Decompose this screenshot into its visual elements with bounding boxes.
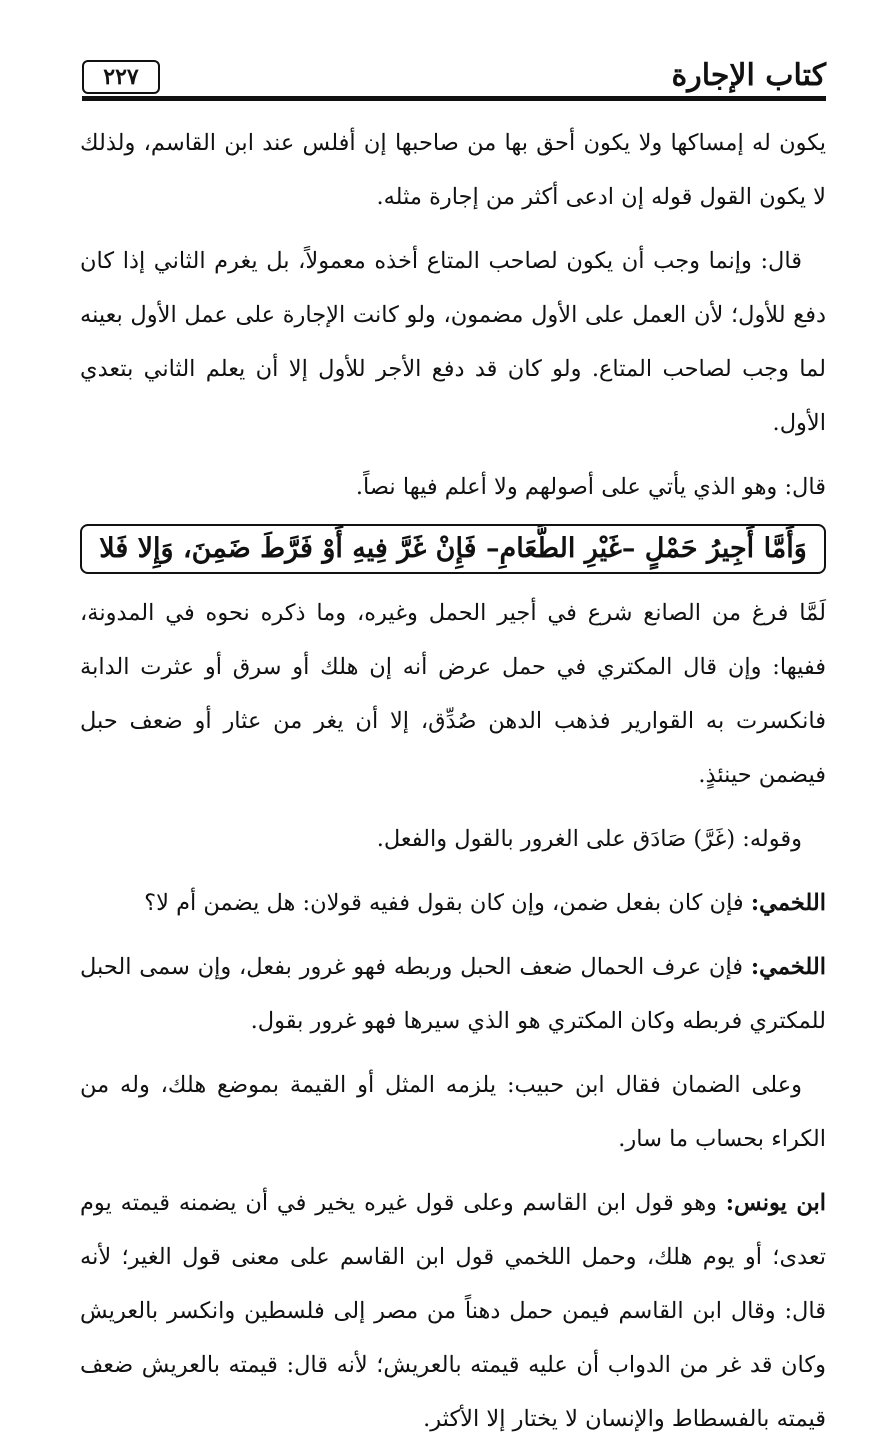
paragraph-text: وعلى الضمان فقال ابن حبيب: يلزمه المثل أو القيمة بموضع هلك، وله من الكراء بحساب ما سار.: [80, 1072, 826, 1152]
commentary-paragraph-4: [80, 940, 826, 1048]
commentary-paragraph-1: [80, 586, 826, 802]
page-number: ٢٢٧: [82, 60, 160, 94]
paragraph-text: وقوله: (غَرَّ) صَادَق على الغرور بالقول والفعل.: [376, 826, 802, 852]
commentary-paragraph-6: [80, 1176, 826, 1446]
commentary-paragraph-2: [80, 812, 826, 866]
page-header: [82, 54, 826, 104]
paragraph-text: قال: وهو الذي يأتي على أصولهم ولا أعلم فيها نصاً.: [355, 474, 826, 500]
paragraph-2: [80, 234, 826, 450]
header-rule: [82, 96, 826, 101]
commentary-paragraph-5: [80, 1058, 826, 1166]
page-body: [80, 116, 826, 1456]
paragraph-text: قال: وإنما وجب أن يكون لصاحب المتاع أخذه معمولاً، بل يغرم الثاني إذا كان دفع للأول؛ لأن العمل على الأول مضمون، ولو كانت الإجارة على عمل الأول بعينه لما وجب لصاحب المتاع. ولو كان قد دفع الأجر للأول إلا أن يعلم الثاني بتعدي الأول.: [80, 248, 826, 436]
paragraph-text: فإن كان بفعل ضمن، وإن كان بقول ففيه قولان: هل يضمن أم لا؟: [144, 890, 744, 916]
speaker-name: اللخمي:: [750, 954, 826, 980]
paragraph-text: يكون له إمساكها ولا يكون أحق بها من صاحبها إن أفلس عند ابن القاسم، ولذلك لا يكون القول قوله إن ادعى أكثر من إجارة مثله.: [80, 130, 826, 210]
paragraph-text: وهو قول ابن القاسم وعلى قول غيره يخير في أن يضمنه قيمته يوم تعدى؛ أو يوم هلك، وحمل اللخمي قول ابن القاسم على معنى قول الغير؛ لأنه قال: وقال ابن القاسم فيمن حمل دهناً من مصر إلى فلسطين وانكسر بالعريش وكان قد غر من الدواب أن عليه قيمته بالعريش؛ لأنه قال: قيمته بالعريش ضعف قيمته بالفسطاط والإنسان لا يختار إلا الأكثر.: [80, 1190, 826, 1432]
commentary-paragraph-3: [80, 876, 826, 930]
speaker-name: اللخمي:: [750, 890, 826, 916]
matn-text: وَأَمَّا أَجِيرُ حَمْلٍ –غَيْرِ الطَّعَامِ– فَإِنْ غَرَّ فِيهِ أَوْ فَرَّطَ ضَمِنَ، وَإِلا فَلا: [99, 533, 807, 564]
running-title: كتاب الإجارة: [671, 58, 826, 93]
speaker-name: ابن يونس:: [725, 1190, 827, 1216]
matn-box: [80, 524, 826, 574]
paragraph-1: [80, 116, 826, 224]
paragraph-3: [80, 460, 826, 514]
paragraph-text: فإن عرف الحمال ضعف الحبل وربطه فهو غرور بفعل، وإن سمى الحبل للمكتري فربطه وكان المكتري هو الذي سيرها فهو غرور بقول.: [80, 954, 826, 1034]
paragraph-text: لَمَّا فرغ من الصانع شرع في أجير الحمل وغيره، وما ذكره نحوه في المدونة، ففيها: وإن قال المكتري في حمل عرض أنه إن هلك أو سرق أو عثرت الدابة فانكسرت به القوارير فذهب الدهن صُدِّق، إلا أن يغر من عثار أو ضعف حبل فيضمن حينئذٍ.: [80, 600, 826, 788]
